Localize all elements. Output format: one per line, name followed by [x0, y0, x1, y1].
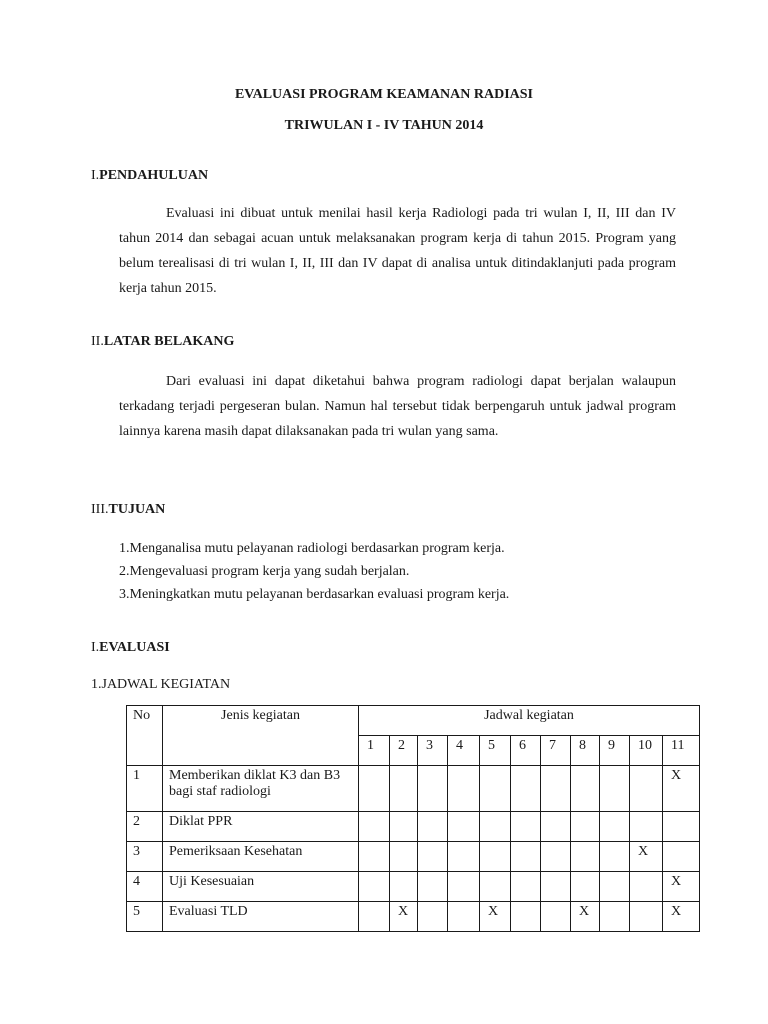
schedule-mark — [480, 872, 511, 902]
schedule-mark — [359, 872, 390, 902]
schedule-mark — [511, 842, 541, 872]
month-header: 7 — [541, 736, 571, 766]
month-header: 9 — [600, 736, 630, 766]
schedule-mark — [600, 842, 630, 872]
header-no: No — [127, 706, 163, 766]
schedule-mark — [448, 842, 480, 872]
section-heading-tujuan — [91, 502, 165, 518]
schedule-mark — [541, 812, 571, 842]
schedule-mark — [600, 902, 630, 932]
schedule-mark — [418, 812, 448, 842]
schedule-mark — [359, 902, 390, 932]
schedule-mark — [448, 812, 480, 842]
schedule-mark — [511, 872, 541, 902]
schedule-mark — [448, 872, 480, 902]
row-number: 1 — [127, 766, 163, 812]
schedule-mark — [511, 766, 541, 812]
document-subtitle: TRIWULAN I - IV TAHUN 2014 — [284, 118, 484, 133]
schedule-mark — [359, 766, 390, 812]
row-number: 2 — [127, 812, 163, 842]
table-row — [127, 842, 700, 872]
section-number: I. — [91, 168, 100, 183]
schedule-mark — [480, 812, 511, 842]
row-number: 3 — [127, 842, 163, 872]
schedule-mark — [390, 812, 418, 842]
list-item: 1.Menganalisa mutu pelayanan radiologi berdasarkan program kerja. — [119, 541, 505, 556]
schedule-mark — [511, 902, 541, 932]
schedule-mark — [663, 842, 700, 872]
table-row — [127, 766, 700, 812]
section-title: TUJUAN — [108, 502, 166, 517]
row-number: 4 — [127, 872, 163, 902]
schedule-mark — [418, 872, 448, 902]
schedule-mark — [480, 766, 511, 812]
schedule-mark — [418, 842, 448, 872]
row-activity: Pemeriksaan Kesehatan — [163, 842, 359, 872]
schedule-mark — [630, 766, 663, 812]
schedule-mark: X — [663, 902, 700, 932]
schedule-mark — [541, 766, 571, 812]
subheading-jadwal-kegiatan: 1.JADWAL KEGIATAN — [91, 677, 231, 692]
month-header: 4 — [448, 736, 480, 766]
schedule-mark: X — [390, 902, 418, 932]
pendahuluan-paragraph — [119, 201, 676, 301]
schedule-mark — [390, 842, 418, 872]
schedule-mark — [480, 842, 511, 872]
schedule-mark — [571, 872, 600, 902]
schedule-mark: X — [630, 842, 663, 872]
section-heading-evaluasi — [91, 640, 170, 656]
schedule-mark — [663, 812, 700, 842]
schedule-mark — [448, 902, 480, 932]
header-schedule: Jadwal kegiatan — [359, 706, 700, 736]
month-header: 6 — [511, 736, 541, 766]
latar-belakang-text: Dari evaluasi ini dapat diketahui bahwa program radiologi dapat berjalan walaupun terkadang terjadi pergeseran bulan. Namun hal tersebut tidak berpengaruh untuk jadwal program lainnya karena masih dapat dilaksanakan pada tri wulan yang sama. — [119, 374, 676, 439]
latar-belakang-paragraph — [119, 369, 676, 444]
schedule-mark: X — [663, 766, 700, 812]
schedule-mark — [390, 766, 418, 812]
row-activity: Memberikan diklat K3 dan B3 bagi staf radiologi — [163, 766, 359, 812]
schedule-mark — [600, 766, 630, 812]
schedule-mark — [390, 872, 418, 902]
schedule-mark — [600, 812, 630, 842]
section-title: PENDAHULUAN — [99, 168, 209, 183]
row-number: 5 — [127, 902, 163, 932]
row-activity: Evaluasi TLD — [163, 902, 359, 932]
schedule-mark: X — [663, 872, 700, 902]
schedule-mark — [630, 902, 663, 932]
tujuan-list — [119, 537, 509, 606]
table-row — [127, 902, 700, 932]
month-header: 10 — [630, 736, 663, 766]
month-header: 1 — [359, 736, 390, 766]
month-header: 2 — [390, 736, 418, 766]
schedule-table — [126, 705, 700, 932]
month-header: 3 — [418, 736, 448, 766]
schedule-mark — [418, 902, 448, 932]
table-row — [127, 872, 700, 902]
schedule-mark — [571, 812, 600, 842]
schedule-mark — [541, 872, 571, 902]
month-header: 5 — [480, 736, 511, 766]
month-header: 11 — [663, 736, 700, 766]
row-activity: Uji Kesesuaian — [163, 872, 359, 902]
list-item: 2.Mengevaluasi program kerja yang sudah berjalan. — [119, 564, 410, 579]
row-activity: Diklat PPR — [163, 812, 359, 842]
schedule-mark — [600, 872, 630, 902]
schedule-mark — [511, 812, 541, 842]
schedule-mark — [418, 766, 448, 812]
schedule-mark — [448, 766, 480, 812]
section-heading-latar-belakang — [91, 334, 234, 350]
pendahuluan-text: Evaluasi ini dibuat untuk menilai hasil kerja Radiologi pada tri wulan I, II, III dan IV tahun 2014 dan sebagai acuan untuk melaksanakan program kerja di tahun 2015. Program yang belum terealisasi di tri wulan I, II, III dan IV dapat di analisa untuk ditindaklanjuti pada program kerja tahun 2015. — [119, 206, 676, 296]
month-header: 8 — [571, 736, 600, 766]
section-title: EVALUASI — [99, 640, 170, 655]
section-number: II. — [91, 334, 104, 349]
schedule-mark: X — [571, 902, 600, 932]
header-activity: Jenis kegiatan — [163, 706, 359, 766]
schedule-mark — [541, 902, 571, 932]
section-number: I. — [91, 640, 100, 655]
section-number: III. — [91, 502, 109, 517]
document-title: EVALUASI PROGRAM KEAMANAN RADIASI — [234, 87, 534, 102]
schedule-mark: X — [480, 902, 511, 932]
schedule-mark — [630, 872, 663, 902]
schedule-mark — [359, 842, 390, 872]
schedule-mark — [571, 766, 600, 812]
schedule-mark — [541, 842, 571, 872]
schedule-mark — [359, 812, 390, 842]
section-heading-pendahuluan — [91, 168, 208, 184]
table-row — [127, 812, 700, 842]
section-title: LATAR BELAKANG — [103, 334, 235, 349]
list-item: 3.Meningkatkan mutu pelayanan berdasarkan evaluasi program kerja. — [119, 587, 510, 602]
schedule-mark — [630, 812, 663, 842]
schedule-mark — [571, 842, 600, 872]
